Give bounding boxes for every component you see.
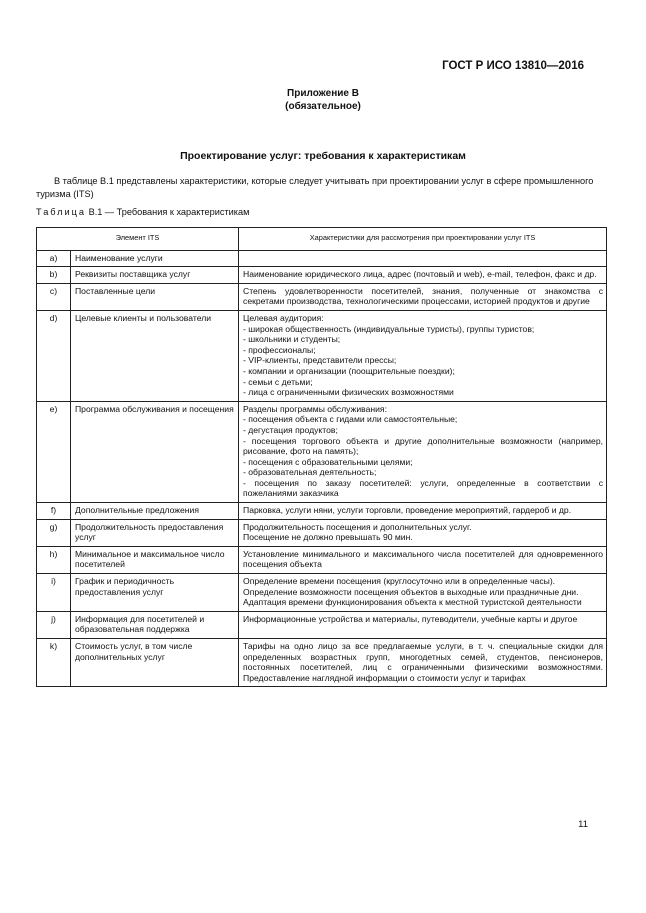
table-caption-label: Таблица — [36, 207, 87, 217]
annex-title: Приложение B — [287, 88, 359, 99]
row-label: d) — [37, 310, 71, 401]
row-label: b) — [37, 267, 71, 284]
row-element: Минимальное и максимальное число посетителей — [71, 546, 239, 573]
characteristic-line: - компании и организации (поощрительные поездки); — [243, 365, 455, 376]
characteristic-line: - посещения торгового объекта и другие дополнительные возможности (например, рисование, фото на память); — [243, 435, 604, 457]
characteristic-line: Информационные устройства и материалы, путеводители, учебные карты и другое — [243, 613, 578, 624]
row-characteristics — [239, 611, 607, 638]
row-characteristics — [239, 639, 607, 687]
table-row — [37, 250, 607, 267]
row-label: g) — [37, 519, 71, 546]
row-characteristics — [239, 574, 607, 612]
row-element: Целевые клиенты и пользователи — [71, 310, 239, 401]
row-label: a) — [37, 250, 71, 267]
characteristic-line: - посещения объекта с гидами или самостоятельные; — [243, 414, 458, 425]
row-characteristics — [239, 250, 607, 267]
characteristic-line: - профессионалы; — [243, 344, 316, 355]
table-row — [37, 611, 607, 638]
table-row — [37, 267, 607, 284]
row-label: e) — [37, 401, 71, 502]
characteristic-line: Продолжительность посещения и дополнительных услуг. — [243, 521, 472, 532]
characteristic-line: - дегустация продуктов; — [243, 424, 338, 435]
characteristic-line: - семьи с детьми; — [243, 376, 313, 387]
row-element: Поставленные цели — [71, 283, 239, 310]
characteristic-line: - лица с ограниченными физических возможностями — [243, 387, 454, 398]
table-row — [37, 310, 607, 401]
characteristic-line: - посещения с образовательными целями; — [243, 456, 413, 467]
characteristic-line: Наименование юридического лица, адрес (почтовый и web), e-mail, телефон, факс и др. — [243, 269, 597, 280]
table-caption — [36, 207, 249, 217]
row-label: c) — [37, 283, 71, 310]
row-label: i) — [37, 574, 71, 612]
characteristic-line: Установление минимального и максимального числа посетителей для одновременного посещения объекта — [243, 548, 604, 570]
section-title: Проектирование услуг: требования к характеристикам — [180, 150, 466, 162]
standard-designation: ГОСТ Р ИСО 13810—2016 — [442, 60, 584, 72]
row-element: Программа обслуживания и посещения — [71, 401, 239, 502]
table-row — [37, 546, 607, 573]
characteristic-line: Определение времени посещения (круглосуточно или в определенные часы). — [243, 576, 556, 587]
characteristic-line — [243, 253, 603, 264]
row-characteristics — [239, 310, 607, 401]
characteristic-line: Степень удовлетворенности посетителей, знания, полученные от знакомства с секретами производства, технологическими процессами, историей продуктов и другие — [243, 285, 604, 307]
row-characteristics — [239, 283, 607, 310]
table-row — [37, 503, 607, 520]
characteristic-line: Тарифы на одно лицо за все предлагаемые услуги, в т. ч. специальные скидки для определенных возрастных групп, многодетных семей, студентов, пенсионеров, постоянных посетителей, лиц с ограниченными физическими возможностями. Предоставление наглядной информации о стоимости услуг и тарифах — [243, 641, 604, 683]
characteristic-line: Целевая аудитория: — [243, 312, 324, 323]
row-element: Реквизиты поставщика услуг — [71, 267, 239, 284]
table-row — [37, 283, 607, 310]
row-label: h) — [37, 546, 71, 573]
row-characteristics — [239, 267, 607, 284]
table-row — [37, 401, 607, 502]
page-number: 11 — [578, 819, 588, 830]
characteristic-line: Посещение не должно превышать 90 мин. — [243, 532, 413, 543]
row-element: Наименование услуги — [71, 250, 239, 267]
characteristic-line: - образовательная деятельность; — [243, 467, 377, 478]
characteristic-line: Определение возможности посещения объектов в выходные или праздничные дни. — [243, 586, 579, 597]
row-characteristics — [239, 519, 607, 546]
table-row — [37, 639, 607, 687]
characteristic-line: - школьники и студенты; — [243, 334, 341, 345]
annex-heading — [0, 87, 646, 113]
row-element: Дополнительные предложения — [71, 503, 239, 520]
characteristic-line: - широкая общественность (индивидуальные туристы), группы туристов; — [243, 323, 535, 334]
row-label: k) — [37, 639, 71, 687]
row-element: Информация для посетителей и образовательная поддержка — [71, 611, 239, 638]
row-characteristics — [239, 546, 607, 573]
table-caption-text: В.1 — Требования к характеристикам — [86, 207, 250, 217]
intro-paragraph: В таблице В.1 представлены характеристики, которые следует учитывать при проектировании услуг в сфере промышленного туризма (ITS) — [36, 176, 594, 199]
row-element: График и периодичность предоставления услуг — [71, 574, 239, 612]
requirements-table — [36, 227, 607, 687]
table-header-row — [37, 228, 607, 251]
column-header-element: Элемент ITS — [37, 228, 239, 251]
characteristic-line: Парковка, услуги няни, услуги торговли, проведение мероприятий, гардероб и др. — [243, 505, 572, 516]
row-characteristics — [239, 503, 607, 520]
table-body — [37, 250, 607, 687]
characteristic-line: Разделы программы обслуживания: — [243, 403, 387, 414]
characteristic-line: - посещения по заказу посетителей: услуги, определенные в соответствии с пожеланиями заказчика — [243, 477, 604, 499]
table-row — [37, 574, 607, 612]
row-characteristics — [239, 401, 607, 502]
characteristic-line: Адаптация времени функционирования объекта к местной туристской деятельности — [243, 597, 582, 608]
column-header-characteristics: Характеристики для рассмотрения при проектировании услуг ITS — [239, 228, 607, 251]
row-element: Стоимость услуг, в том числе дополнительных услуг — [71, 639, 239, 687]
table-row — [37, 519, 607, 546]
annex-status: (обязательное) — [285, 101, 361, 112]
row-label: f) — [37, 503, 71, 520]
row-label: j) — [37, 611, 71, 638]
row-element: Продолжительность предоставления услуг — [71, 519, 239, 546]
characteristic-line: - VIP-клиенты, представители прессы; — [243, 355, 397, 366]
